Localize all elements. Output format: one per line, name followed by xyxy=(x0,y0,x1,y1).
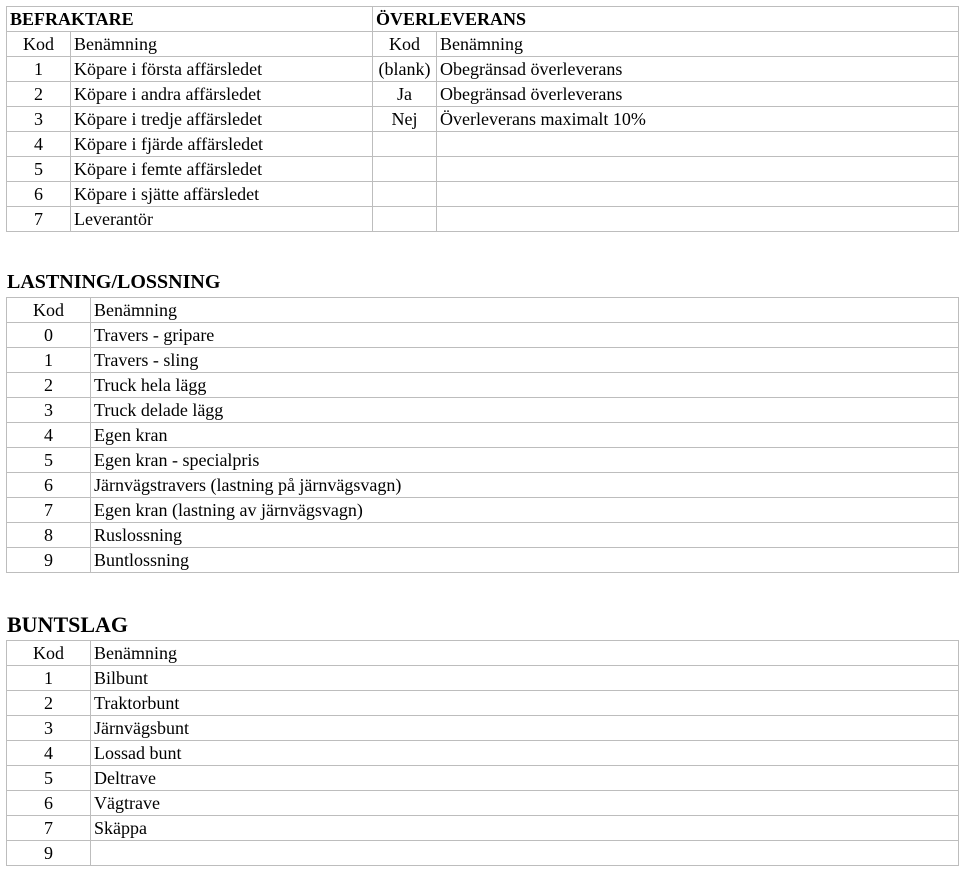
overleverans-benamning-header: Benämning xyxy=(437,32,959,57)
befraktare-benamning-header: Benämning xyxy=(71,32,373,57)
table-row xyxy=(7,398,959,423)
overleverans-kod xyxy=(373,157,437,182)
table-row xyxy=(7,523,959,548)
befraktare-overleverans-table xyxy=(6,6,959,232)
buntslag-benamning: Skäppa xyxy=(91,816,959,841)
lastning-benamning: Travers - gripare xyxy=(91,323,959,348)
lastning-benamning: Buntlossning xyxy=(91,548,959,573)
table-row xyxy=(7,132,959,157)
buntslag-benamning xyxy=(91,841,959,866)
lastning-benamning: Egen kran - specialpris xyxy=(91,448,959,473)
lastning-benamning: Truck hela lägg xyxy=(91,373,959,398)
lastning-benamning-header: Benämning xyxy=(91,298,959,323)
overleverans-benamning xyxy=(437,182,959,207)
table-row xyxy=(7,741,959,766)
buntslag-benamning: Järnvägsbunt xyxy=(91,716,959,741)
befraktare-kod-header: Kod xyxy=(7,32,71,57)
lastning-kod: 5 xyxy=(7,448,91,473)
table-header-row xyxy=(7,641,959,666)
lastning-benamning: Egen kran xyxy=(91,423,959,448)
lastning-kod: 7 xyxy=(7,498,91,523)
befraktare-benamning: Köpare i tredje affärsledet xyxy=(71,107,373,132)
buntslag-benamning: Deltrave xyxy=(91,766,959,791)
befraktare-kod: 7 xyxy=(7,207,71,232)
table-row xyxy=(7,766,959,791)
buntslag-benamning: Lossad bunt xyxy=(91,741,959,766)
table-header-row xyxy=(7,298,959,323)
table-row xyxy=(7,207,959,232)
befraktare-title: BEFRAKTARE xyxy=(7,7,373,32)
overleverans-kod: Nej xyxy=(373,107,437,132)
lastning-kod: 1 xyxy=(7,348,91,373)
befraktare-benamning: Köpare i andra affärsledet xyxy=(71,82,373,107)
table-row xyxy=(7,373,959,398)
overleverans-benamning xyxy=(437,132,959,157)
overleverans-kod: Ja xyxy=(373,82,437,107)
befraktare-kod: 2 xyxy=(7,82,71,107)
buntslag-kod: 7 xyxy=(7,816,91,841)
befraktare-benamning: Köpare i sjätte affärsledet xyxy=(71,182,373,207)
lastning-kod: 4 xyxy=(7,423,91,448)
overleverans-benamning xyxy=(437,207,959,232)
befraktare-kod: 5 xyxy=(7,157,71,182)
table-row xyxy=(7,498,959,523)
buntslag-table xyxy=(6,640,959,866)
table-row xyxy=(7,157,959,182)
buntslag-benamning-header: Benämning xyxy=(91,641,959,666)
table-row xyxy=(7,841,959,866)
lastning-kod: 2 xyxy=(7,373,91,398)
table-row xyxy=(7,423,959,448)
lastning-benamning: Järnvägstravers (lastning på järnvägsvagn) xyxy=(91,473,959,498)
table-title-row xyxy=(7,7,959,32)
table-row xyxy=(7,448,959,473)
table-row xyxy=(7,82,959,107)
buntslag-kod: 4 xyxy=(7,741,91,766)
overleverans-benamning: Obegränsad överleverans xyxy=(437,82,959,107)
befraktare-benamning: Köpare i fjärde affärsledet xyxy=(71,132,373,157)
table-row xyxy=(7,323,959,348)
buntslag-kod: 5 xyxy=(7,766,91,791)
table-row xyxy=(7,348,959,373)
table-row xyxy=(7,716,959,741)
lastning-kod: 3 xyxy=(7,398,91,423)
table-row xyxy=(7,57,959,82)
buntslag-kod: 1 xyxy=(7,666,91,691)
overleverans-kod xyxy=(373,207,437,232)
table-row xyxy=(7,791,959,816)
table-row xyxy=(7,548,959,573)
befraktare-benamning: Leverantör xyxy=(71,207,373,232)
table-row xyxy=(7,691,959,716)
lastning-kod: 0 xyxy=(7,323,91,348)
buntslag-kod: 9 xyxy=(7,841,91,866)
overleverans-kod xyxy=(373,132,437,157)
overleverans-kod-header: Kod xyxy=(373,32,437,57)
lastning-table xyxy=(6,297,959,573)
buntslag-kod-header: Kod xyxy=(7,641,91,666)
lastning-kod: 8 xyxy=(7,523,91,548)
befraktare-benamning: Köpare i femte affärsledet xyxy=(71,157,373,182)
buntslag-kod: 3 xyxy=(7,716,91,741)
lastning-kod: 9 xyxy=(7,548,91,573)
befraktare-benamning: Köpare i första affärsledet xyxy=(71,57,373,82)
buntslag-benamning: Bilbunt xyxy=(91,666,959,691)
buntslag-title: BUNTSLAG xyxy=(7,612,129,637)
lastning-benamning: Travers - sling xyxy=(91,348,959,373)
buntslag-kod: 6 xyxy=(7,791,91,816)
table-row xyxy=(7,816,959,841)
overleverans-benamning xyxy=(437,157,959,182)
table-row xyxy=(7,473,959,498)
overleverans-kod xyxy=(373,182,437,207)
lastning-benamning: Truck delade lägg xyxy=(91,398,959,423)
lastning-title: LASTNING/LOSSNING xyxy=(7,271,221,293)
befraktare-kod: 1 xyxy=(7,57,71,82)
table-header-row xyxy=(7,32,959,57)
overleverans-title: ÖVERLEVERANS xyxy=(373,7,959,32)
befraktare-kod: 6 xyxy=(7,182,71,207)
buntslag-kod: 2 xyxy=(7,691,91,716)
buntslag-benamning: Vägtrave xyxy=(91,791,959,816)
table-row xyxy=(7,182,959,207)
buntslag-benamning: Traktorbunt xyxy=(91,691,959,716)
befraktare-kod: 3 xyxy=(7,107,71,132)
table-row xyxy=(7,107,959,132)
lastning-kod-header: Kod xyxy=(7,298,91,323)
overleverans-benamning: Obegränsad överleverans xyxy=(437,57,959,82)
table-row xyxy=(7,666,959,691)
lastning-benamning: Ruslossning xyxy=(91,523,959,548)
befraktare-kod: 4 xyxy=(7,132,71,157)
lastning-kod: 6 xyxy=(7,473,91,498)
lastning-benamning: Egen kran (lastning av järnvägsvagn) xyxy=(91,498,959,523)
overleverans-kod: (blank) xyxy=(373,57,437,82)
overleverans-benamning: Överleverans maximalt 10% xyxy=(437,107,959,132)
